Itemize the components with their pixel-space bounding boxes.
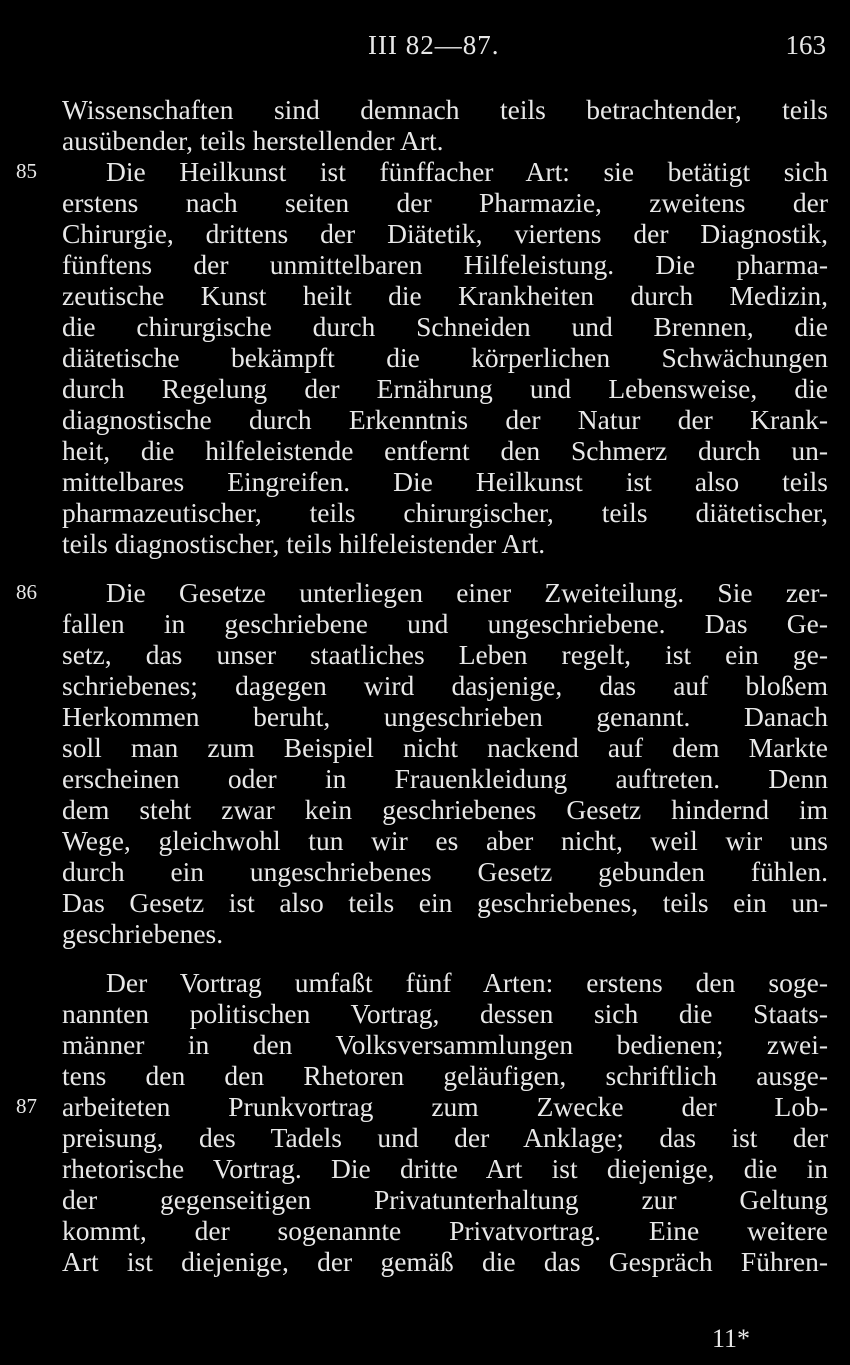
text-line: Der Vortrag umfaßt fünf Arten: erstens den soge- bbox=[106, 967, 828, 998]
text-line: setz, das unser staatliches Leben regelt, ist ein ge- bbox=[62, 639, 828, 670]
text-line: mittelbares Eingreifen. Die Heilkunst ist also teils bbox=[62, 466, 828, 497]
margin-number: 85 bbox=[16, 159, 37, 183]
paragraph-gap bbox=[62, 559, 828, 577]
page-footer bbox=[0, 1320, 850, 1360]
text-line: erscheinen oder in Frauenkleidung auftreten. Denn bbox=[62, 763, 828, 794]
paragraph bbox=[16, 156, 828, 559]
text-line: Herkommen beruht, ungeschrieben genannt. Danach bbox=[62, 701, 828, 732]
text-body bbox=[16, 94, 828, 1277]
text-line: dem steht zwar kein geschriebenes Gesetz hindernd im bbox=[62, 794, 828, 825]
text-line: tens den den Rhetoren geläufigen, schriftlich ausge- bbox=[62, 1060, 828, 1091]
text-line: erstens nach seiten der Pharmazie, zweitens der bbox=[62, 187, 828, 218]
text-line: rhetorische Vortrag. Die dritte Art ist diejenige, die in bbox=[62, 1153, 828, 1184]
text-line: diätetische bekämpft die körperlichen Schwächungen bbox=[62, 342, 828, 373]
paragraph-gap bbox=[62, 949, 828, 967]
text-line: pharmazeutischer, teils chirurgischer, teils diätetischer, bbox=[62, 497, 828, 528]
text-line: fünftens der unmittelbaren Hilfeleistung. Die pharma- bbox=[62, 249, 828, 280]
text-line: durch ein ungeschriebenes Gesetz gebunden fühlen. bbox=[62, 856, 828, 887]
text-line: die chirurgische durch Schneiden und Brennen, die bbox=[62, 311, 828, 342]
text-line: Die Heilkunst ist fünffacher Art: sie betätigt sich bbox=[106, 156, 828, 187]
text-line: kommt, der sogenannte Privatvortrag. Eine weitere bbox=[62, 1215, 828, 1246]
text-line: fallen in geschriebene und ungeschriebene. Das Ge- bbox=[62, 608, 828, 639]
text-line: preisung, des Tadels und der Anklage; das ist der bbox=[62, 1122, 828, 1153]
text-line: Chirurgie, drittens der Diätetik, viertens der Diagnostik, bbox=[62, 218, 828, 249]
text-line: arbeiteten Prunkvortrag zum Zwecke der Lob- bbox=[62, 1091, 828, 1122]
section-reference: III 82—87. bbox=[368, 30, 500, 60]
text-line: durch Regelung der Ernährung und Lebensweise, die bbox=[62, 373, 828, 404]
text-line: Die Gesetze unterliegen einer Zweiteilung. Sie zer- bbox=[106, 577, 828, 608]
text-line: teils diagnostischer, teils hilfeleistender Art. bbox=[62, 528, 546, 559]
paragraph bbox=[62, 94, 828, 156]
text-line: Art ist diejenige, der gemäß die das Gespräch Führen- bbox=[62, 1246, 828, 1277]
running-header bbox=[0, 30, 850, 66]
text-line: geschriebenes. bbox=[62, 918, 224, 949]
text-line: heit, die hilfeleistende entfernt den Schmerz durch un- bbox=[62, 435, 828, 466]
text-line: diagnostische durch Erkenntnis der Natur der Krank- bbox=[62, 404, 828, 435]
text-line: der gegenseitigen Privatunterhaltung zur Geltung bbox=[62, 1184, 828, 1215]
text-line: zeutische Kunst heilt die Krankheiten durch Medizin, bbox=[62, 280, 828, 311]
text-line: schriebenes; dagegen wird dasjenige, das auf bloßem bbox=[62, 670, 828, 701]
text-line: männer in den Volksversammlungen bedienen; zwei- bbox=[62, 1029, 828, 1060]
paragraph bbox=[16, 577, 828, 949]
signature-mark: 11* bbox=[712, 1324, 751, 1353]
text-line: nannten politischen Vortrag, dessen sich die Staats- bbox=[62, 998, 828, 1029]
text-line: Wege, gleichwohl tun wir es aber nicht, weil wir uns bbox=[62, 825, 828, 856]
margin-number: 87 bbox=[16, 1094, 37, 1118]
text-line: ausübender, teils herstellender Art. bbox=[62, 125, 444, 156]
text-line: Wissenschaften sind demnach teils betrachtender, teils bbox=[62, 94, 828, 125]
text-line: Das Gesetz ist also teils ein geschriebenes, teils ein un- bbox=[62, 887, 828, 918]
text-line: soll man zum Beispiel nicht nackend auf dem Markte bbox=[62, 732, 828, 763]
page-number: 163 bbox=[785, 30, 826, 60]
margin-number: 86 bbox=[16, 580, 37, 604]
paragraph bbox=[16, 967, 828, 1277]
